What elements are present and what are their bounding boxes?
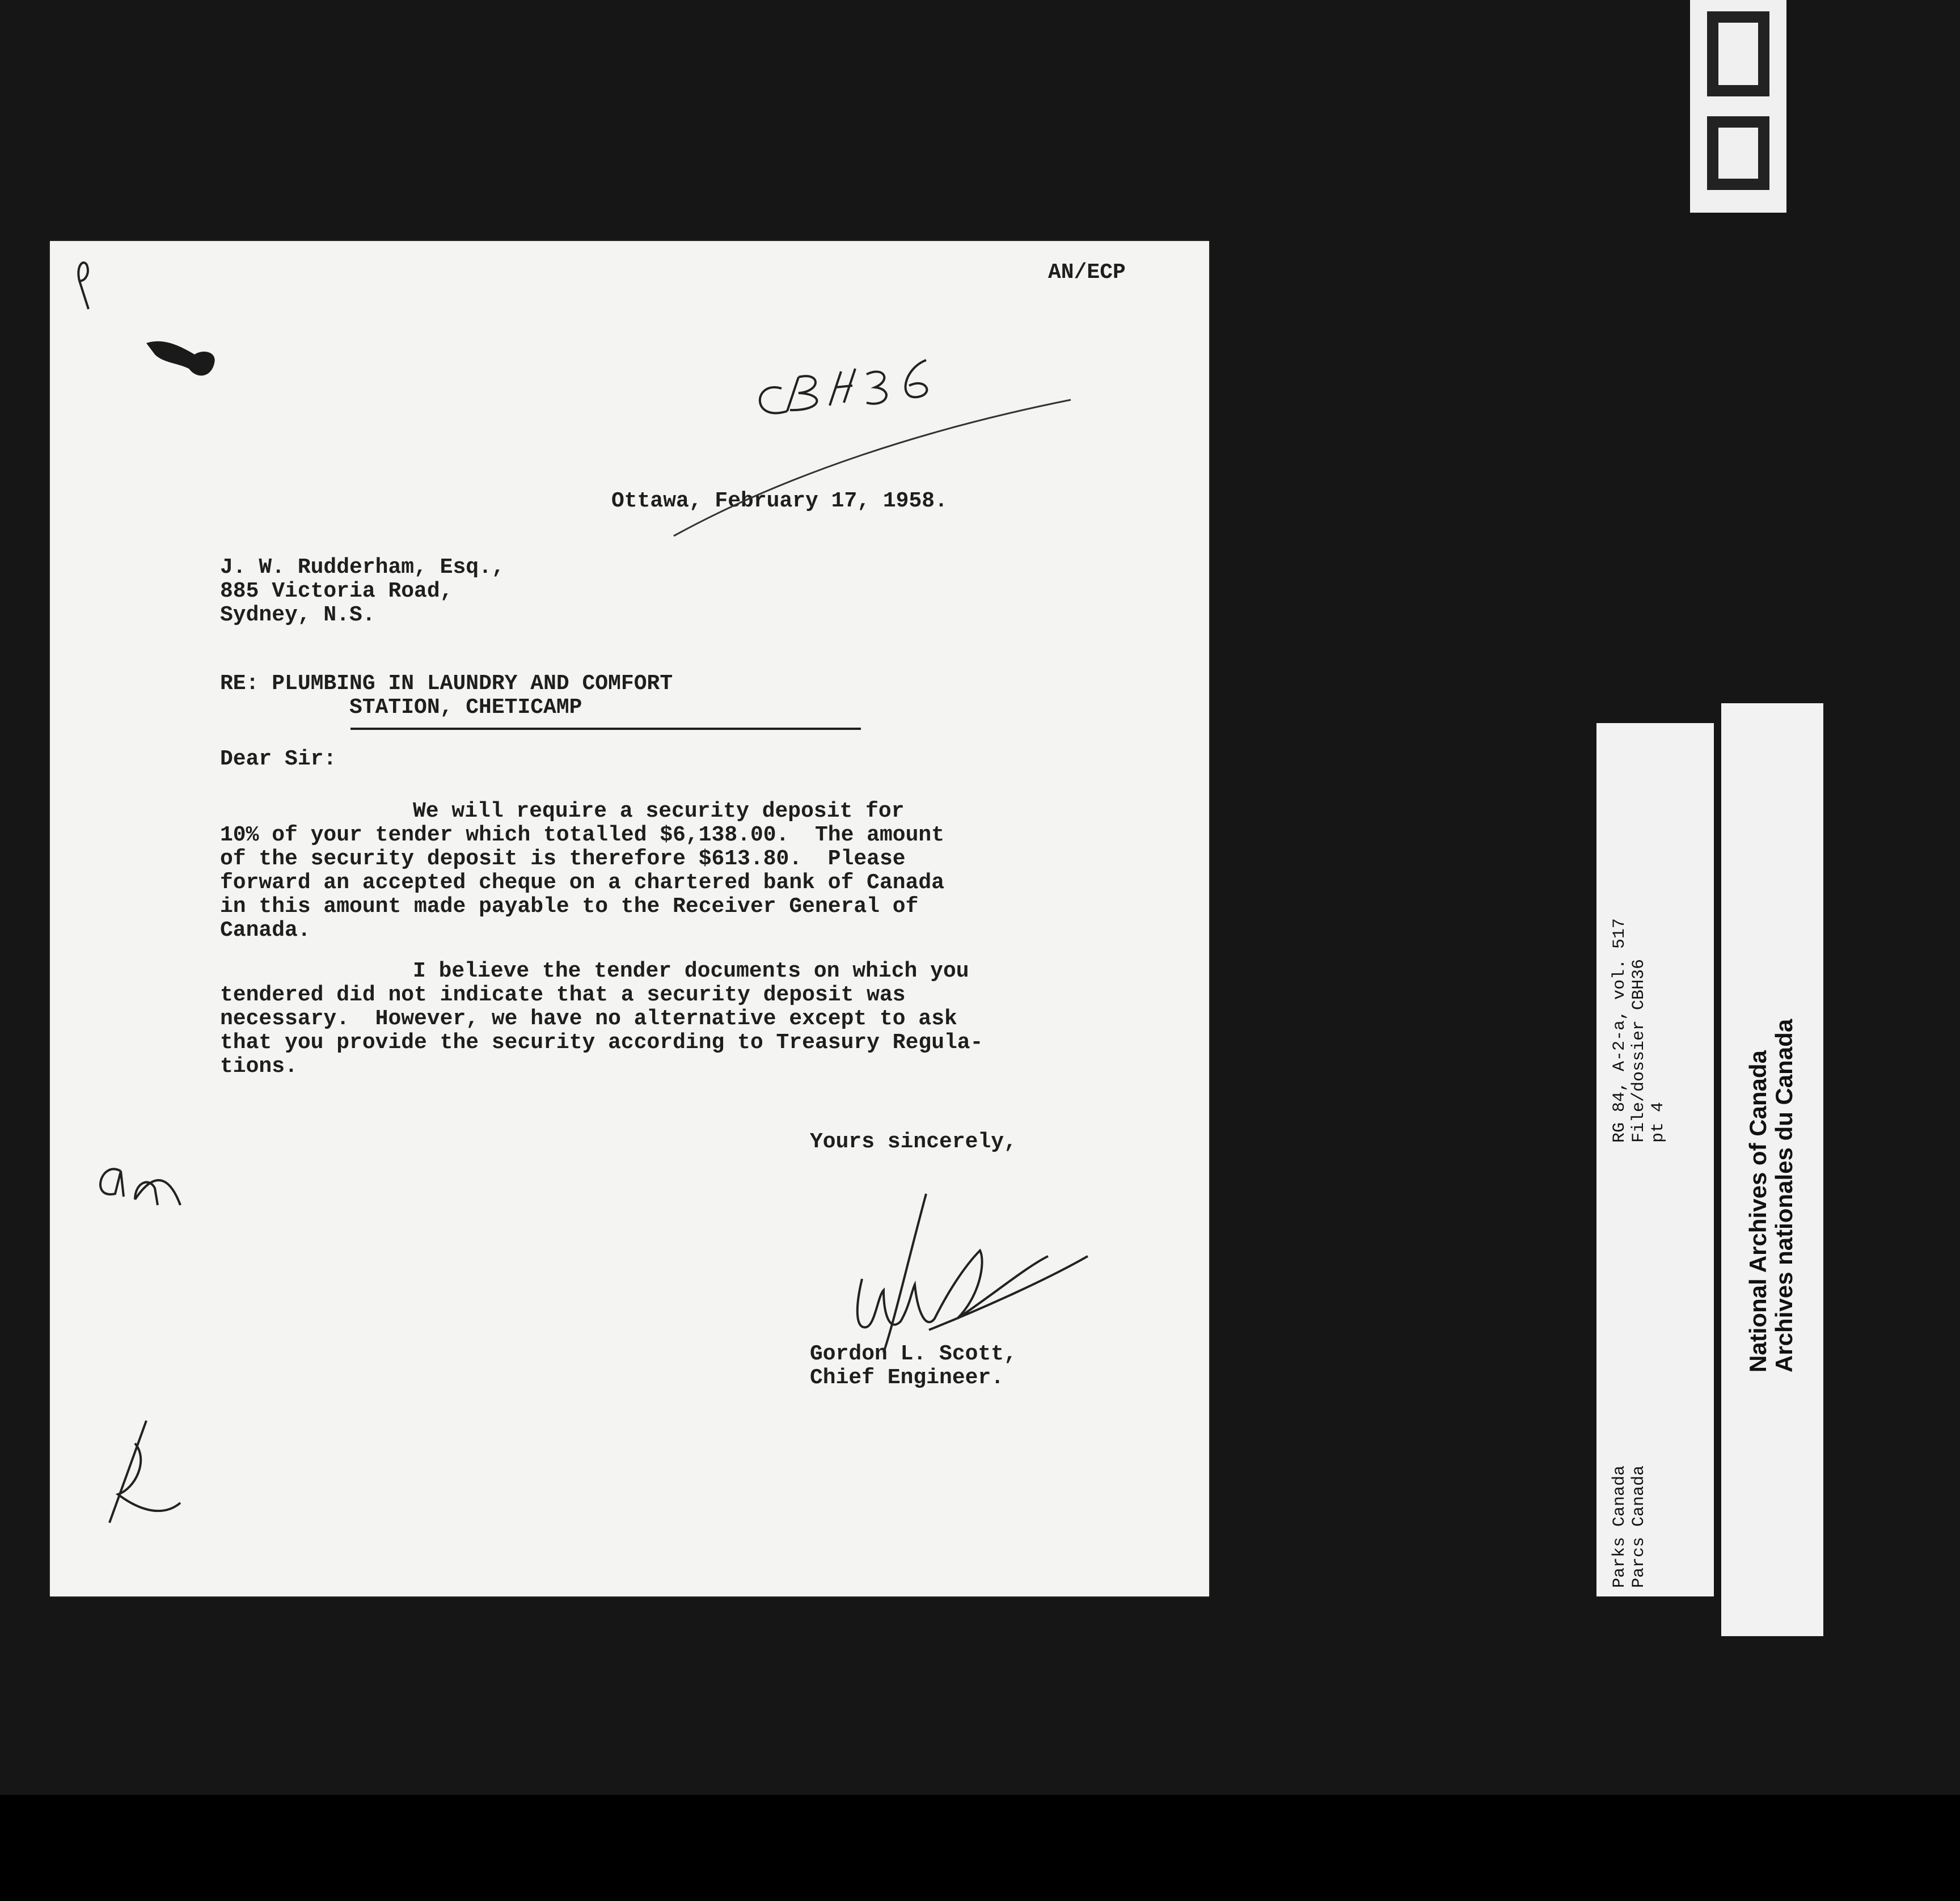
paragraph-line: of the security deposit is therefore $613.80. Please [220,847,906,871]
margin-initials-an [100,1169,180,1205]
paragraph-line: tions. [220,1054,298,1079]
paragraph-line: necessary. However, we have no alternative except to ask [220,1007,957,1031]
agency-line: Parcs Canada [1629,1465,1649,1588]
signer-title: Chief Engineer. [810,1366,1004,1390]
paragraph-line: 10% of your tender which totalled $6,138.00. The amount [220,823,945,847]
salutation: Dear Sir: [220,747,337,771]
paragraph-line: forward an accepted cheque on a chartered bank of Canada [220,871,945,895]
subject-line-2: STATION, CHETICAMP [349,695,582,720]
margin-mark-r [109,1421,180,1523]
national-archives-label [1721,703,1823,1636]
paragraph-line: Canada. [220,918,311,943]
address-line: J. W. Rudderham, Esq., [220,555,505,580]
handwriting-layer [50,241,1209,1596]
ink-blot [146,341,215,376]
archive-reference-line: File/dossier CBH36 [1629,958,1649,1143]
film-edge [0,1795,1960,1901]
signature [858,1194,1088,1353]
paragraph-line: We will require a security deposit for [413,799,905,823]
signer-name: Gordon L. Scott, [810,1342,1017,1366]
address-line: 885 Victoria Road, [220,579,453,603]
paragraph-line: tendered did not indicate that a security deposit was [220,983,906,1007]
archive-name-line: Archives nationales du Canada [1771,1019,1797,1372]
national-archives-name [1745,1019,1797,1372]
archive-reference-line: pt 4 [1649,1101,1668,1143]
paragraph-line: in this amount made payable to the Receiver General of [220,894,919,919]
margin-mark-p [78,263,88,309]
reference-code: AN/ECP [1048,260,1126,285]
subject-line-1: RE: PLUMBING IN LAUNDRY AND COMFORT [220,671,673,696]
archive-reference-label [1596,723,1714,1596]
archive-reference-line: RG 84, A-2-a, vol. 517 [1610,918,1629,1143]
letter-page [50,241,1209,1596]
agency-name [1610,1465,1649,1588]
address-line: Sydney, N.S. [220,603,375,627]
archive-reference [1610,918,1668,1143]
archive-name-line: National Archives of Canada [1744,1050,1771,1372]
date-line: Ottawa, February 17, 1958. [611,489,948,513]
frame-marker [1690,0,1786,213]
paragraph-line: I believe the tender documents on which you [413,959,969,983]
paragraph-line: that you provide the security according to Treasury Regula- [220,1030,983,1055]
handwritten-file-number [760,360,927,413]
agency-line: Parks Canada [1610,1465,1629,1588]
diagonal-pen-stroke [674,400,1071,536]
closing: Yours sincerely, [810,1130,1017,1154]
